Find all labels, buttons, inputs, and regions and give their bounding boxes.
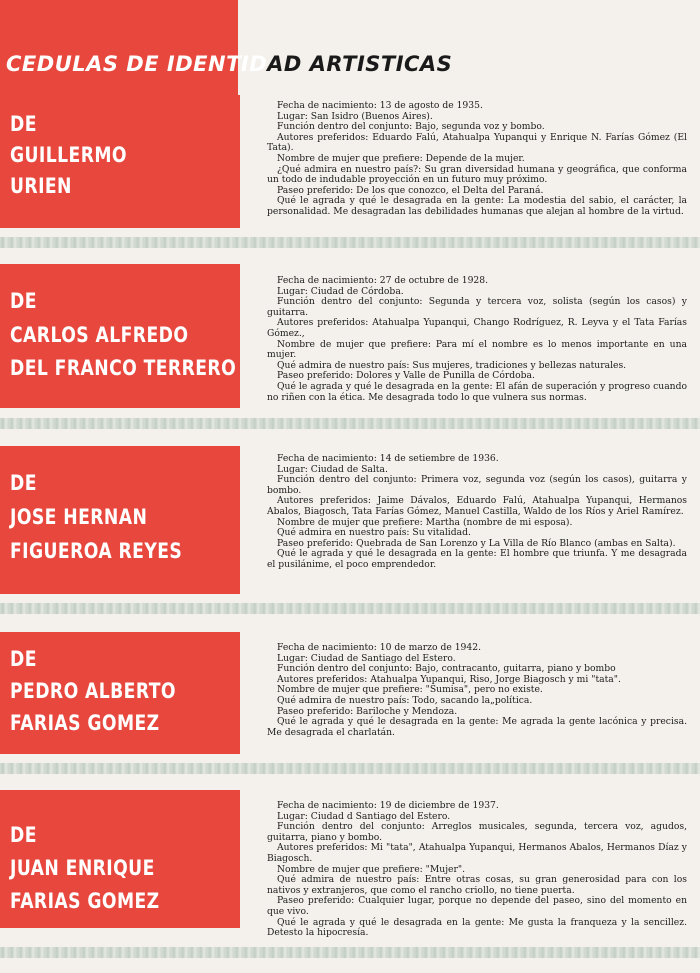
field-birth-date: Fecha de nacimiento: 14 de setiembre de 1936. [277, 453, 499, 464]
separator [0, 763, 700, 774]
name-line: URIEN [10, 174, 72, 198]
field-likes-dislikes: Qué le agrada y qué le desagrada en la gente: La modestia del sabio, el carácter, la personalidad. Me desagradan las debilidades humanas que alejan al hombre de la virtud. [267, 195, 687, 217]
field-authors: Autores preferidos: Jaime Dávalos, Eduardo Falú, Atahualpa Yupanqui, Hermanos Abalos, Biagosch, Tata Farías Gómez, Manuel Castilla, Waldo de los Ríos y Ariel Ramírez. [267, 495, 687, 517]
name-line: FARIAS GOMEZ [10, 711, 160, 735]
field-role: Función dentro del conjunto: Segunda y tercera voz, solista (según los casos) y guitarra. [267, 296, 687, 318]
separator [0, 947, 700, 958]
entry-text [267, 454, 687, 571]
field-outing: Paseo preferido: Dolores y Valle de Punilla de Córdoba. [277, 370, 535, 382]
field-likes-dislikes: Qué le agrada y qué le desagrada en la gente: El afán de superación y progreso cuando no riñen con la ética. Me desagrada todo lo que vulnera sus normas. [267, 380, 687, 403]
field-authors: Autores preferidos: Atahualpa Yupanqui, Riso, Jorge Biagosch y mi "tata". [277, 673, 621, 685]
field-woman-name: Nombre de mujer que prefiere: "Mujer". [277, 863, 466, 875]
field-authors: Autores preferidos: Atahualpa Yupanqui, Chango Rodríguez, R. Leyva y el Tata Farías Gómez., [267, 317, 687, 339]
field-likes-dislikes: Qué le agrada y qué le desagrada en la gente: Me agrada la gente lacónica y precisa. Me desagrada el charlatán. [267, 716, 687, 738]
field-outing: Paseo preferido: Cualquier lugar, porque no depende del paseo, sino del momento en que vivo. [267, 895, 687, 917]
name-line: DE [10, 289, 37, 313]
field-role: Función dentro del conjunto: Bajo, contracanto, guitarra, piano y bombo [277, 663, 616, 675]
field-role: Función dentro del conjunto: Bajo, segunda voz y bombo. [277, 121, 545, 133]
name-box [0, 95, 240, 228]
field-authors: Autores preferidos: Eduardo Falú, Atahualpa Yupanqui y Enrique N. Farías Gómez (El Tata). [267, 131, 687, 154]
field-admires: Qué admira en nuestro país: Su vitalidad. [277, 527, 471, 539]
separator [0, 603, 700, 614]
field-place: Lugar: Ciudad de Córdoba. [277, 285, 404, 297]
name-line: DEL FRANCO TERRERO [10, 356, 237, 380]
entry-text [267, 643, 687, 738]
entry-text [267, 801, 687, 939]
name-line: GUILLERMO [10, 143, 127, 167]
name-box [0, 446, 240, 594]
field-place: Lugar: San Isidro (Buenos Aires). [277, 110, 433, 122]
title-part-red: CEDULAS DE IDENTID [6, 52, 268, 76]
field-birth-date: Fecha de nacimiento: 10 de marzo de 1942. [277, 642, 481, 653]
field-woman-name: Nombre de mujer que prefiere: Depende de la mujer. [277, 152, 525, 164]
field-woman-name: Nombre de mujer que prefiere: Martha (nombre de mi esposa). [277, 516, 573, 528]
field-admires: Qué admira de nuestro país: Sus mujeres, tradiciones y bellezas naturales. [277, 359, 627, 371]
field-role: Función dentro del conjunto: Primera voz, segunda voz (según los casos), guitarra y bombo. [267, 474, 687, 496]
name-line: FIGUEROA REYES [10, 539, 183, 563]
field-birth-date: Fecha de nacimiento: 27 de octubre de 1928. [277, 275, 489, 286]
field-place: Lugar: Ciudad d Santiago del Estero. [277, 810, 451, 822]
field-likes-dislikes: Qué le agrada y qué le desagrada en la gente: El hombre que triunfa. Y me desagrada el pusilánime, el poco emprendedor. [267, 548, 687, 570]
field-place: Lugar: Ciudad de Salta. [277, 463, 388, 475]
name-line: JOSE HERNAN [10, 505, 148, 529]
field-authors: Autores preferidos: Mi "tata", Atahualpa Yupanqui, Hermanos Abalos, Hermanos Díaz y Biagosch. [267, 842, 687, 864]
field-admires: Qué admira de nuestro país: Todo, sacando la„política. [277, 694, 533, 706]
entry-text [267, 101, 687, 218]
field-outing: Paseo preferido: De los que conozco, el Delta del Paraná. [277, 184, 544, 196]
separator [0, 418, 700, 429]
name-line: DE [10, 823, 37, 847]
title-part-dark: AD ARTISTICAS [267, 52, 453, 76]
field-woman-name: Nombre de mujer que prefiere: Para mí el nombre es lo menos importante en una mujer. [267, 338, 687, 361]
page-title [6, 52, 452, 76]
entry-text [267, 276, 687, 403]
name-line: JUAN ENRIQUE [10, 856, 155, 880]
field-likes-dislikes: Qué le agrada y qué le desagrada en la gente: Me gusta la franqueza y la sencillez. Detesto la hipocresía. [267, 916, 687, 939]
name-box [0, 632, 240, 754]
name-line: DE [10, 647, 37, 671]
field-role: Función dentro del conjunto: Arreglos musicales, segunda, tercera voz, agudos, guitarra, piano y bombo. [267, 821, 687, 843]
field-birth-date: Fecha de nacimiento: 19 de diciembre de 1937. [277, 800, 499, 811]
field-outing: Paseo preferido: Quebrada de San Lorenzo y La Villa de Río Blanco (ambas en Salta). [277, 537, 676, 549]
name-line: CARLOS ALFREDO [10, 323, 189, 347]
name-box [0, 264, 240, 408]
name-line: DE [10, 471, 37, 495]
field-birth-date: Fecha de nacimiento: 13 de agosto de 1935. [277, 100, 483, 111]
name-box [0, 790, 240, 928]
name-line: DE [10, 112, 37, 136]
field-woman-name: Nombre de mujer que prefiere: "Sumisa", pero no existe. [277, 684, 543, 696]
name-line: FARIAS GOMEZ [10, 889, 160, 913]
name-line: PEDRO ALBERTO [10, 679, 176, 703]
field-place: Lugar: Ciudad de Santiago del Estero. [277, 652, 456, 664]
field-admires: ¿Qué admira en nuestro país?: Su gran diversidad humana y geográfica, que conforma un todo de indudable proyección en un futuro muy próximo. [267, 163, 687, 186]
field-admires: Qué admira de nuestro país: Entre otras cosas, su gran generosidad para con los nativos y extranjeros, que como el rancho criollo, no tiene puerta. [267, 874, 687, 896]
field-outing: Paseo preferido: Bariloche y Mendoza. [277, 705, 458, 717]
separator [0, 237, 700, 248]
